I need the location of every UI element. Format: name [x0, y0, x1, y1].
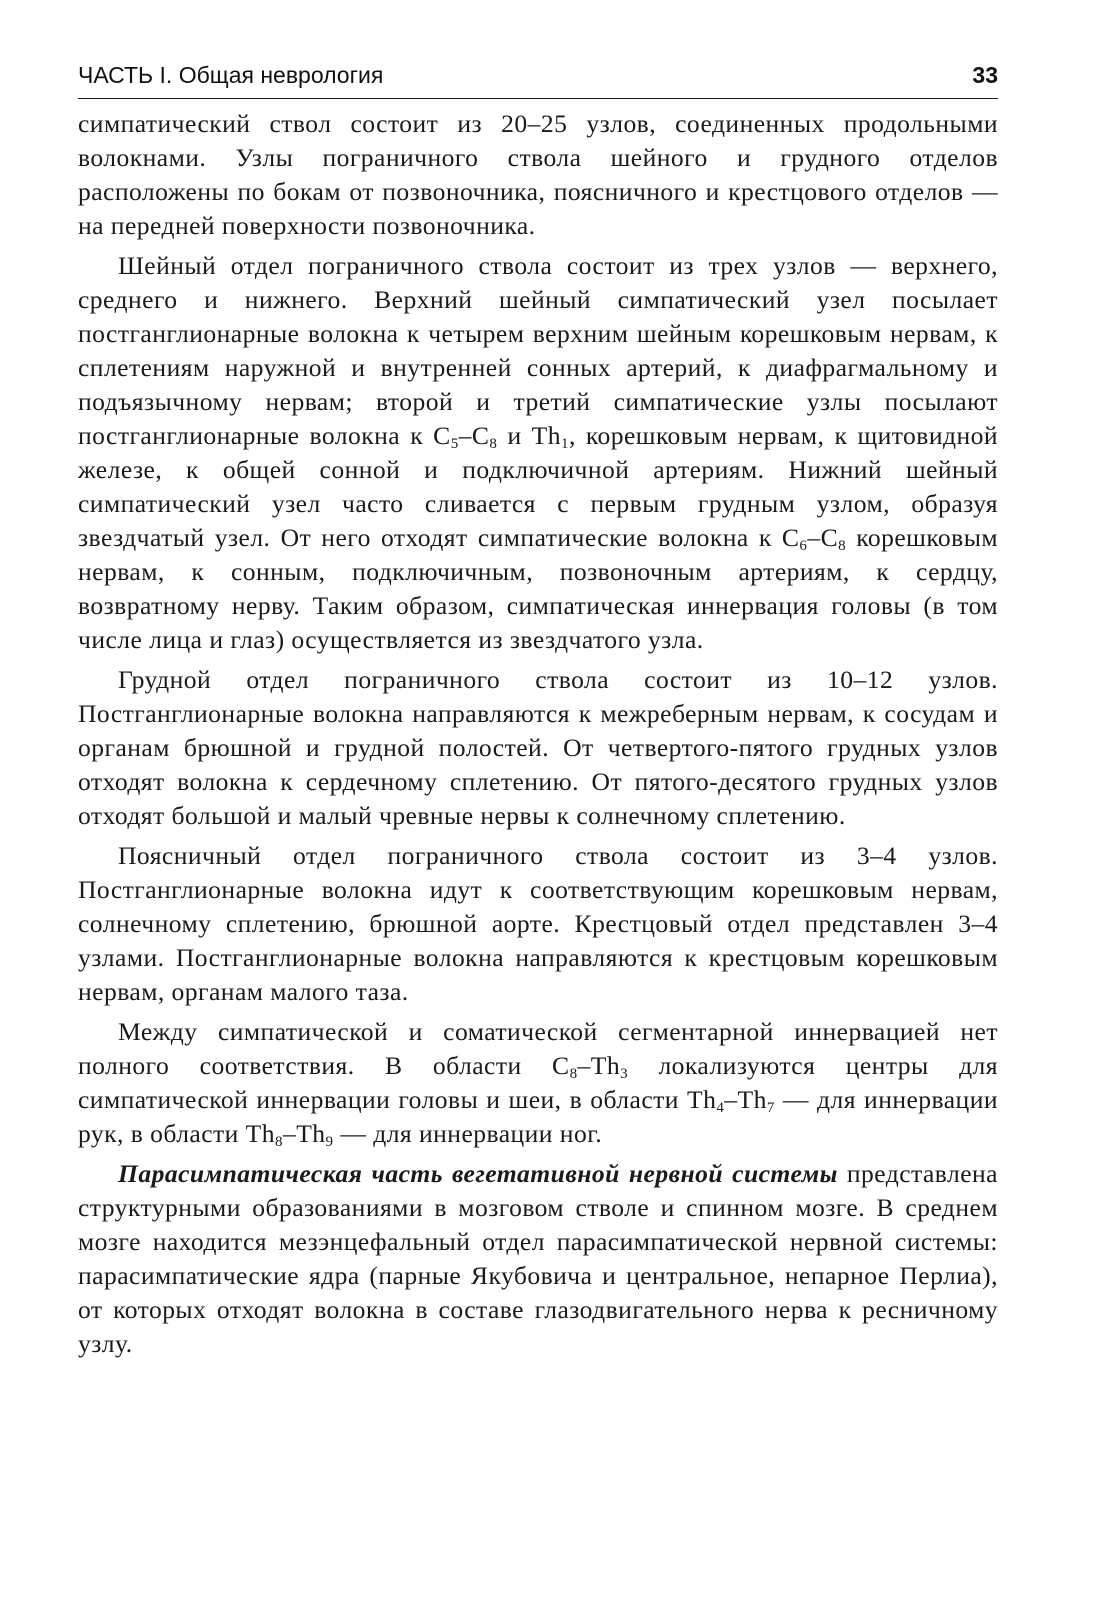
paragraph-text: Грудной отдел пограничного ствола состоит из 10–12 узлов. Постганглионарные волокна направляются к межреберным нервам, к сосудам и органам брюшной и грудной полостей. От четвертого-пятого грудных узлов отходят волокна к сердечному сплетению. От пятого-десятого грудных узлов отходят большой и малый чревные нервы к солнечному сплетению.	[78, 665, 998, 830]
text-run: –C	[458, 421, 490, 450]
subscript: 8	[569, 1066, 578, 1082]
text-run: локализуются центры для симпатической иннервации головы и шеи, в области Th	[78, 1051, 998, 1114]
body-text	[78, 107, 998, 1361]
subscript: 5	[450, 436, 459, 452]
paragraph-cervical	[78, 249, 998, 657]
subscript: 8	[838, 538, 847, 554]
paragraph-text: представлена структурными образованиями в мозговом стволе и спинном мозге. В среднем мозге находится мезэнцефальный отдел парасимпатической нервной системы: парасимпатические ядра (парные Якубовича и центральное, непарное Перлиа), от которых отходят волокна в составе глазодвигательного нерва к ресничному узлу.	[78, 1159, 998, 1358]
text-run: –Th	[724, 1085, 767, 1114]
text-run: –Th	[282, 1119, 326, 1148]
text-run: Шейный отдел пограничного ствола состоит из трех узлов — верхнего, среднего и нижнего. Верхний шейный симпатический узел посылает постганглионарные волокна к четырем верхним шейным корешковым нервам, к сплетениям наружной и внутренней сонных артерий, к диафрагмальному и подъязычному нервам; второй и третий симпатические узлы посылают постганглионарные волокна к C	[78, 251, 998, 450]
text-run: — для иннервации ног.	[333, 1119, 603, 1148]
paragraph-parasympathetic	[78, 1157, 998, 1361]
paragraph-continuation	[78, 107, 998, 243]
paragraph-text: Поясничный отдел пограничного ствола состоит из 3–4 узлов. Постганглионарные волокна идут к соответствующим корешковым нервам, солнечному сплетению, брюшной аорте. Крестцовый отдел представлен 3–4 узлами. Постганглионарные волокна направляются к крестцовым корешковым нервам, органам малого таза.	[78, 841, 998, 1006]
book-page	[78, 62, 998, 1361]
text-run: , корешковым нервам, к щитовидной железе, к общей сонной и подключичной артериям. Нижний шейный симпатический узел часто сливается с первым грудным узлом, образуя звездчатый узел. От него отходят симпатические волокна к C	[78, 421, 998, 552]
text-run: –C	[807, 523, 839, 552]
subscript: 6	[799, 538, 808, 554]
text-run: Между симпатической и соматической сегментарной иннервацией нет полного соответствия. В области C	[78, 1017, 998, 1080]
subscript: 1	[561, 436, 569, 452]
subscript: 7	[766, 1100, 775, 1116]
paragraph-lumbar	[78, 839, 998, 1009]
paragraph-thoracic	[78, 663, 998, 833]
text-run: –Th	[577, 1051, 621, 1080]
text-run: корешковым нервам, к сонным, подключичным, позвоночным артериям, к сердцу, возвратному нерву. Таким образом, симпатическая иннервация головы (в том числе лица и глаз) осуществляется из звездчатого узла.	[78, 523, 998, 654]
emphasized-term: Парасимпатическая часть вегетативной нервной системы	[118, 1159, 838, 1188]
page-number: 33	[972, 62, 998, 88]
subscript: 8	[489, 436, 498, 452]
subscript: 4	[716, 1100, 725, 1116]
text-run: и Th	[497, 421, 562, 450]
running-header	[78, 62, 998, 99]
paragraph-segmental	[78, 1015, 998, 1151]
text-run: — для иннервации рук, в области Th	[78, 1085, 998, 1148]
subscript: 3	[620, 1066, 629, 1082]
running-title: ЧАСТЬ I. Общая неврология	[78, 62, 384, 88]
subscript: 8	[275, 1134, 283, 1150]
paragraph-text: симпатический ствол состоит из 20–25 узлов, соединенных продольными волокнами. Узлы пограничного ствола шейного и грудного отделов расположены по бокам от позвоночника, поясничного и крестцового отделов — на передней поверхности позвоночника.	[78, 109, 998, 240]
subscript: 9	[325, 1134, 334, 1150]
